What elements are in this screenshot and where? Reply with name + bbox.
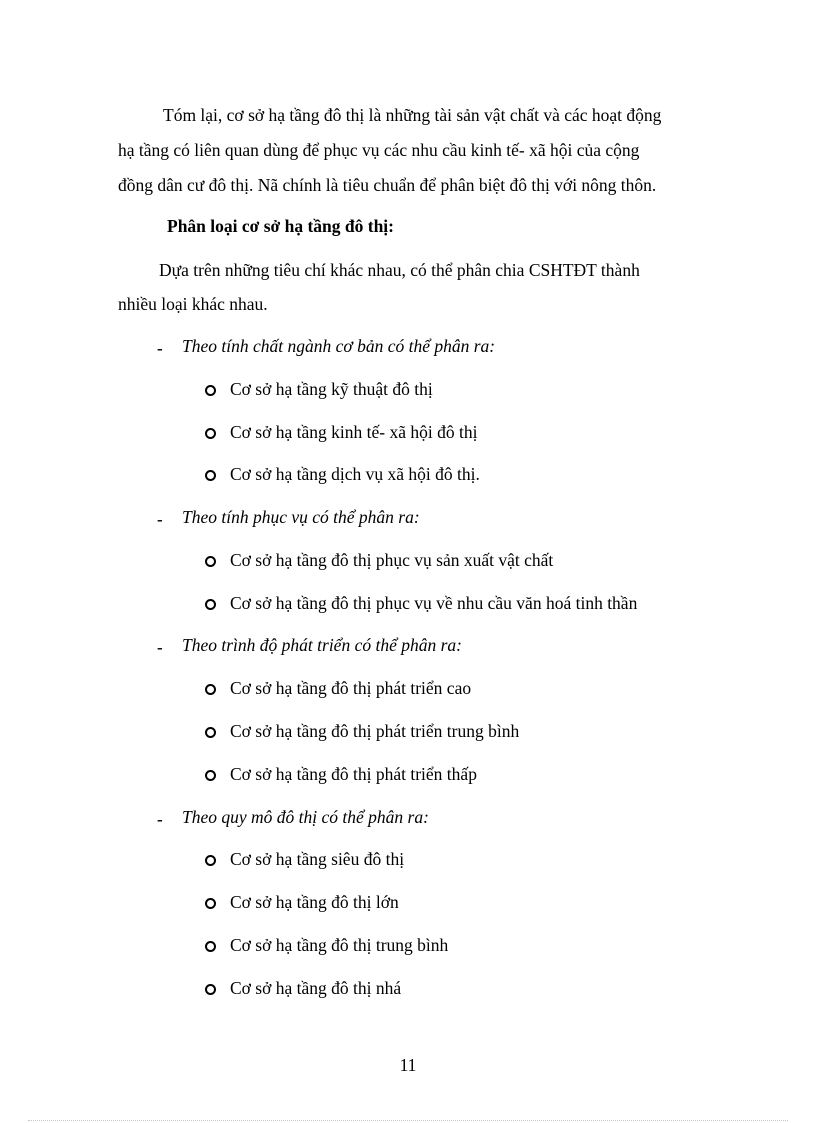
circle-bullet-icon	[205, 684, 216, 695]
list-item: Cơ sở hạ tầng đô thị trung bình	[230, 935, 449, 955]
dash-marker: -	[157, 339, 163, 358]
list-item: Cơ sở hạ tầng đô thị phục vụ về nhu cầu văn hoá tinh thần	[230, 593, 638, 613]
list-item: Cơ sở hạ tầng đô thị lớn	[230, 892, 399, 912]
group-title: Theo quy mô đô thị có thể phân ra:	[182, 807, 429, 827]
circle-bullet-icon	[205, 984, 216, 995]
page-number: 11	[399, 1055, 417, 1075]
circle-bullet-icon	[205, 470, 216, 481]
circle-bullet-icon	[205, 898, 216, 909]
list-item: Cơ sở hạ tầng đô thị phát triển thấp	[230, 764, 477, 784]
circle-bullet-icon	[205, 428, 216, 439]
circle-bullet-icon	[205, 385, 216, 396]
list-item: Cơ sở hạ tầng đô thị phát triển cao	[230, 678, 472, 698]
intro-line-2: hạ tầng có liên quan dùng để phục vụ các nhu cầu kinh tế- xã hội của cộng	[118, 140, 640, 160]
page-bottom-divider	[28, 1120, 788, 1121]
circle-bullet-icon	[205, 556, 216, 567]
list-item: Cơ sở hạ tầng siêu đô thị	[230, 849, 405, 869]
circle-bullet-icon	[205, 599, 216, 610]
circle-bullet-icon	[205, 855, 216, 866]
circle-bullet-icon	[205, 941, 216, 952]
list-item: Cơ sở hạ tầng đô thị phát triển trung bình	[230, 721, 520, 741]
dash-marker: -	[157, 510, 163, 529]
section-heading: Phân loại cơ sở hạ tầng đô thị:	[167, 216, 394, 236]
intro-line-1: Tóm lại, cơ sở hạ tầng đô thị là những tài sản vật chất và các hoạt động	[163, 105, 662, 125]
list-item: Cơ sở hạ tầng kinh tế- xã hội đô thị	[230, 422, 478, 442]
para2-line-2: nhiều loại khác nhau.	[118, 294, 268, 314]
list-item: Cơ sở hạ tầng dịch vụ xã hội đô thị.	[230, 464, 480, 484]
group-title: Theo tính chất ngành cơ bản có thể phân ra:	[182, 336, 496, 356]
dash-marker: -	[157, 638, 163, 657]
circle-bullet-icon	[205, 727, 216, 738]
intro-line-3: đồng dân cư đô thị. Nã chính là tiêu chuẩn để phân biệt đô thị với nông thôn.	[118, 175, 657, 195]
list-item: Cơ sở hạ tầng đô thị phục vụ sản xuất vật chất	[230, 550, 554, 570]
list-item: Cơ sở hạ tầng đô thị nhá	[230, 978, 402, 998]
dash-marker: -	[157, 810, 163, 829]
group-title: Theo trình độ phát triển có thể phân ra:	[182, 635, 462, 655]
group-title: Theo tính phục vụ có thể phân ra:	[182, 507, 420, 527]
para2-line-1: Dựa trên những tiêu chí khác nhau, có thể phân chia CSHTĐT thành	[159, 260, 640, 280]
list-item: Cơ sở hạ tầng kỹ thuật đô thị	[230, 379, 433, 399]
circle-bullet-icon	[205, 770, 216, 781]
